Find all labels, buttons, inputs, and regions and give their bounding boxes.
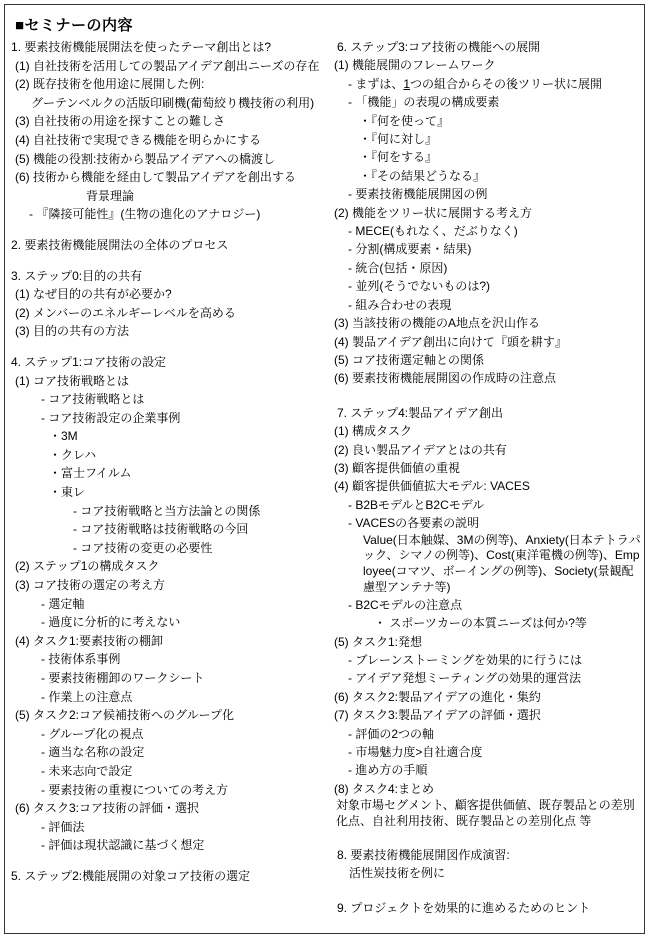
section-heading: 3. ステップ0:目的の共有 xyxy=(11,268,143,283)
outline-line: (6) タスク2:製品アイデアの進化・集約 xyxy=(334,689,541,704)
outline-line: ・富士フイルム xyxy=(49,466,132,481)
outline-line: - グループ化の視点 xyxy=(41,726,144,741)
outline-line: - 適当な名称の設定 xyxy=(41,745,145,760)
outline-line: ・『その結果どうなる』 xyxy=(359,168,486,183)
outline-line: - 組み合わせの表現 xyxy=(348,297,452,312)
outline-line: - 進め方の手順 xyxy=(348,763,428,778)
outline-line: - 「機能」の表現の構成要素 xyxy=(348,95,500,110)
outline-line: ・東レ xyxy=(49,485,86,500)
outline-line: - 評価は現状認識に基づく想定 xyxy=(41,838,205,853)
outline-line: (2) 良い製品アイデアとはの共有 xyxy=(334,442,507,457)
outline-line: ・『何をする』 xyxy=(359,150,438,165)
outline-line: - 分割(構成要素・結果) xyxy=(348,242,472,257)
outline-line: (5) コア技術選定軸との関係 xyxy=(334,352,485,367)
outline-line: - 要素技術棚卸のワークシート xyxy=(41,671,205,685)
outline-line: - 技術体系事例 xyxy=(41,652,121,667)
outline-line: - コア技術戦略と当方法論との関係 xyxy=(73,503,261,518)
outline-line xyxy=(334,75,642,93)
outline-line: - 作業上の注意点 xyxy=(41,689,133,704)
outline-line: (4) 製品アイデア創出に向けて『頭を耕す』 xyxy=(334,334,567,349)
outline-line: ・『何に対し』 xyxy=(359,132,438,147)
outline-line: 活性炭技術を例に xyxy=(349,866,446,881)
blank-line xyxy=(11,341,333,353)
outline-right-column xyxy=(334,38,642,917)
outline-line: (2) 既存技術を他用途に展開した例: xyxy=(15,77,205,92)
outline-line: グーテンベルクの活版印刷機(葡萄絞り機技術の利用) xyxy=(31,95,315,110)
text-segment: - まずは、 xyxy=(348,76,404,91)
outline-line: - 『隣接可能性』(生物の進化のアナロジー) xyxy=(29,207,261,222)
outline-line: (2) メンバーのエネルギーレベルを高める xyxy=(15,305,236,320)
outline-line: - B2Cモデルの注意点 xyxy=(348,597,463,612)
outline-line: - 未来志向で設定 xyxy=(41,763,133,778)
blank-line xyxy=(11,224,333,236)
outline-line: ・『何を使って』 xyxy=(359,113,450,128)
outline-line: 対象市場セグメント、顧客提供価値、既存製品との差別化点、自社利用技術、既存製品との差別化点 等 xyxy=(336,798,635,829)
section-heading: 5. ステップ2:機能展開の対象コア技術の選定 xyxy=(11,868,251,883)
section-heading: 8. 要素技術機能展開図作成演習: xyxy=(337,847,510,862)
outline-line: (3) 自社技術の用途を探すことの難しさ xyxy=(15,114,226,129)
outline-line: - 要素技術機能展開図の例 xyxy=(348,187,488,202)
section-heading: 4. ステップ1:コア技術の設定 xyxy=(11,354,167,369)
outline-line: - 過度に分析的に考えない xyxy=(41,615,181,630)
outline-line: (6) 技術から機能を経由して製品アイデアを創出する xyxy=(15,170,296,185)
outline-line: (1) コア技術戦略とは xyxy=(15,373,130,388)
outline-line: (7) タスク3:製品アイデアの評価・選択 xyxy=(334,708,541,723)
text-segment: つの組合からその後ツリー状に展開 xyxy=(410,76,603,91)
outline-line: (1) 構成タスク xyxy=(334,424,413,439)
outline-line: - MECE(もれなく、だぶりなく) xyxy=(348,224,518,239)
outline-line: (4) タスク1:要素技術の棚卸 xyxy=(15,633,164,648)
blank-line xyxy=(11,255,333,267)
outline-line: - コア技術設定の企業事例 xyxy=(41,410,181,425)
page-title: ■セミナーの内容 xyxy=(15,17,134,34)
outline-line: (3) 目的の共有の方法 xyxy=(15,324,130,339)
outline-line: (3) 顧客提供価値の重視 xyxy=(334,460,461,475)
outline-line: - コア技術の変更の必要性 xyxy=(73,540,213,555)
section-heading: 9. プロジェクトを効果的に進めるためのヒント xyxy=(337,900,591,915)
outline-line: (4) 自社技術で実現できる機能を明らかにする xyxy=(15,132,262,147)
outline-line: (3) 当該技術の機能のA地点を沢山作る xyxy=(334,316,541,331)
blank-line xyxy=(334,388,642,404)
outline-line: (1) 機能展開のフレームワーク xyxy=(334,58,496,73)
outline-line: - コア技術戦略は技術戦略の今回 xyxy=(73,522,249,537)
outline-line: (8) タスク4:まとめ xyxy=(334,781,435,796)
outline-line: - 並列(そうでないものは?) xyxy=(348,279,490,294)
blank-line xyxy=(334,883,642,899)
blank-line xyxy=(334,830,642,846)
outline-line: - アイデア発想ミーティングの効果的運営法 xyxy=(348,671,582,686)
section-heading: 7. ステップ4:製品アイデア創出 xyxy=(337,405,504,420)
outline-line: (2) 機能をツリー状に展開する考え方 xyxy=(334,205,533,220)
outline-line: ・ スポーツカーの本質ニーズは何か?等 xyxy=(374,616,587,631)
outline-line: - 市場魅力度>自社適合度 xyxy=(348,745,483,759)
outline-line: - VACESの各要素の説明 xyxy=(348,516,480,531)
outline-line: - B2BモデルとB2Cモデル xyxy=(348,497,485,512)
underlined-text: 1 xyxy=(403,76,411,91)
outline-line: (4) 顧客提供価値拡大モデル: VACES xyxy=(334,479,530,494)
outline-line: - 要素技術の重複についての考え方 xyxy=(41,782,229,797)
section-heading: 2. 要素技術機能展開法の全体のプロセス xyxy=(11,237,229,252)
outline-line: (1) なぜ目的の共有が必要か? xyxy=(15,287,172,302)
outline-line: (5) タスク1:発想 xyxy=(334,634,423,649)
outline-line: - ブレーンストーミングを効果的に行うには xyxy=(348,652,583,667)
outline-line: 背景理論 xyxy=(86,188,135,203)
outline-line: - 統合(包括・原因) xyxy=(348,260,448,275)
document-page xyxy=(4,4,645,934)
outline-line: (5) タスク2:コア候補技術へのグループ化 xyxy=(15,708,235,723)
outline-line: (5) 機能の役割:技術から製品アイデアへの橋渡し xyxy=(15,151,276,166)
outline-line: ・3M xyxy=(49,429,78,444)
outline-left-column xyxy=(11,38,333,886)
outline-line: - 評価法 xyxy=(41,819,85,834)
section-heading: 1. 要素技術機能展開法を使ったテーマ創出とは? xyxy=(11,40,272,54)
outline-line: - コア技術戦略とは xyxy=(41,392,145,407)
outline-line: (3) コア技術の選定の考え方 xyxy=(15,578,166,593)
outline-line: (6) 要素技術機能展開図の作成時の注意点 xyxy=(334,371,557,386)
section-heading: 6. ステップ3:コア技術の機能への展開 xyxy=(337,40,541,54)
outline-line: (6) タスク3:コア技術の評価・選択 xyxy=(15,801,200,816)
outline-line: (1) 自社技術を活用しての製品アイデア創出ニーズの存在 xyxy=(15,58,320,73)
outline-line: ・クレハ xyxy=(49,447,97,462)
outline-line: Value(日本触媒、3Mの例等)、Anxiety(日本テトラパック、シマノの例等)、Cost(東洋電機の例等)、Employee(コマツ、ボーイングの例等)、Society(景観配慮型アンテナ等) xyxy=(363,532,641,594)
blank-line xyxy=(11,855,333,867)
outline-line: - 選定軸 xyxy=(41,596,85,611)
outline-line: (2) ステップ1の構成タスク xyxy=(15,559,160,574)
outline-line: - 評価の2つの軸 xyxy=(348,726,435,741)
